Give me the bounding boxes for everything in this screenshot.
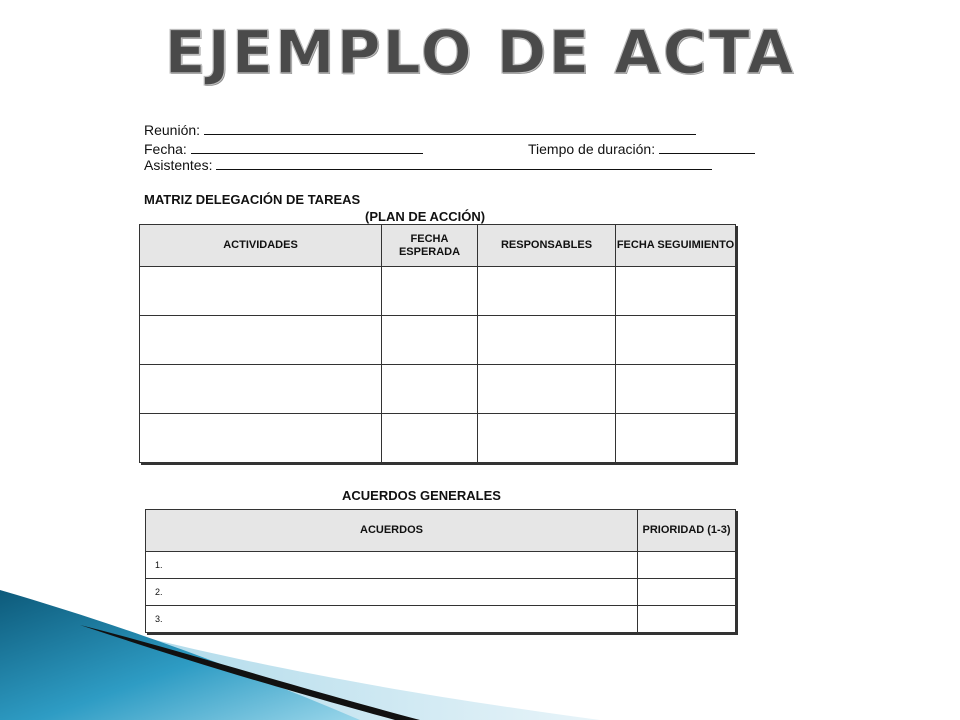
task-cell[interactable] xyxy=(616,267,736,316)
task-row xyxy=(140,316,736,365)
task-cell[interactable] xyxy=(140,316,382,365)
task-cell[interactable] xyxy=(382,316,478,365)
agreements-heading: ACUERDOS GENERALES xyxy=(342,488,501,503)
attendees-blank-line[interactable] xyxy=(216,157,712,170)
duration-blank-line[interactable] xyxy=(659,141,755,154)
col-actividades: ACTIVIDADES xyxy=(140,225,382,267)
task-cell[interactable] xyxy=(616,365,736,414)
task-cell[interactable] xyxy=(382,414,478,463)
meeting-field xyxy=(144,122,696,138)
col-acuerdos: ACUERDOS xyxy=(146,510,638,552)
task-cell[interactable] xyxy=(382,365,478,414)
task-cell[interactable] xyxy=(478,365,616,414)
tasks-table xyxy=(139,224,736,463)
duration-field xyxy=(528,141,755,157)
task-row xyxy=(140,414,736,463)
col-fecha-seguimiento: FECHA SEGUIMIENTO xyxy=(616,225,736,267)
date-label: Fecha: xyxy=(144,141,187,157)
col-prioridad: PRIORIDAD (1-3) xyxy=(638,510,736,552)
attendees-field xyxy=(144,157,712,173)
meeting-label: Reunión: xyxy=(144,122,201,138)
task-row xyxy=(140,365,736,414)
agreement-row xyxy=(146,606,736,633)
tasks-header-row xyxy=(140,225,736,267)
task-cell[interactable] xyxy=(140,267,382,316)
agreement-text-cell[interactable]: 1. xyxy=(146,552,638,579)
agreement-row xyxy=(146,579,736,606)
agreements-table xyxy=(145,509,736,633)
tasks-heading: MATRIZ DELEGACIÓN DE TAREAS xyxy=(144,192,361,207)
agreement-priority-cell[interactable] xyxy=(638,579,736,606)
task-cell[interactable] xyxy=(616,414,736,463)
task-cell[interactable] xyxy=(140,365,382,414)
task-cell[interactable] xyxy=(382,267,478,316)
col-fecha-esperada: FECHA ESPERADA xyxy=(382,225,478,267)
date-field xyxy=(144,141,423,157)
agreement-text-cell[interactable]: 3. xyxy=(146,606,638,633)
col-responsables: RESPONSABLES xyxy=(478,225,616,267)
attendees-label: Asistentes: xyxy=(144,157,213,173)
task-cell[interactable] xyxy=(478,414,616,463)
agreement-priority-cell[interactable] xyxy=(638,552,736,579)
agreement-row xyxy=(146,552,736,579)
duration-label: Tiempo de duración: xyxy=(528,141,656,157)
meeting-blank-line[interactable] xyxy=(204,122,696,135)
tasks-subheading: (PLAN DE ACCIÓN) xyxy=(365,209,486,224)
task-cell[interactable] xyxy=(616,316,736,365)
agreements-header-row xyxy=(146,510,736,552)
task-cell[interactable] xyxy=(478,316,616,365)
task-row xyxy=(140,267,736,316)
date-blank-line[interactable] xyxy=(191,141,423,154)
task-cell[interactable] xyxy=(478,267,616,316)
slide-title: EJEMPLO DE ACTA xyxy=(164,18,796,88)
task-cell[interactable] xyxy=(140,414,382,463)
agreement-text-cell[interactable]: 2. xyxy=(146,579,638,606)
agreement-priority-cell[interactable] xyxy=(638,606,736,633)
